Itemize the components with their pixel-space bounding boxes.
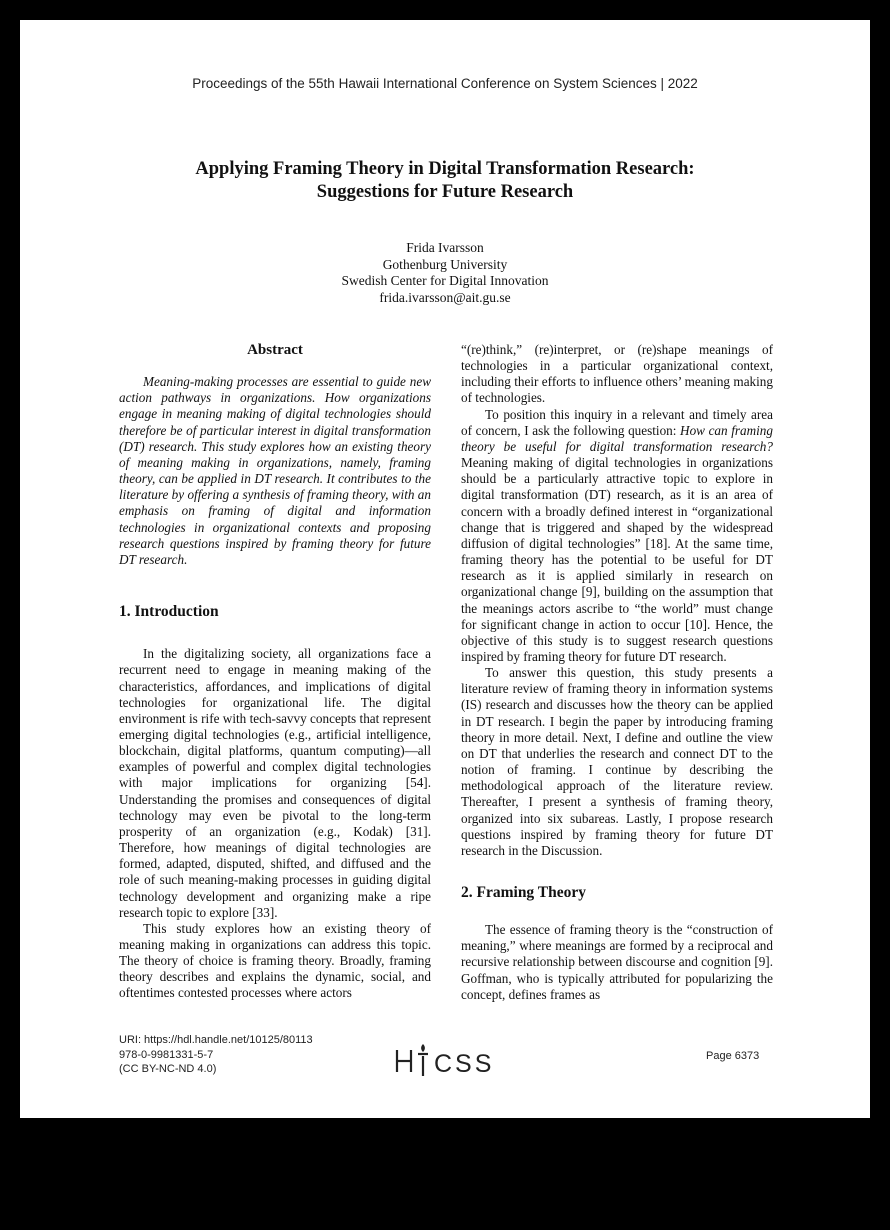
author-block bbox=[20, 240, 870, 306]
right-column bbox=[461, 342, 773, 1003]
footer-uri: URI: https://hdl.handle.net/10125/80113 bbox=[119, 1034, 313, 1046]
footer-metadata bbox=[119, 1033, 313, 1077]
title-line-2: Suggestions for Future Research bbox=[316, 182, 574, 202]
footer-isbn: 978-0-9981331-5-7 bbox=[119, 1048, 214, 1061]
introduction-paragraph-2: This study explores how an existing theory of meaning making in organizations can address this topic. The theory of choice is framing theory. Broadly, framing theory describes and explains the dynamic, social, and oftentimes contested processes where actors bbox=[119, 920, 431, 1001]
left-column bbox=[119, 342, 431, 1002]
introduction-paragraph-4: To answer this question, this study presents a literature review of framing theory in information systems (IS) research and discusses how the theory can be applied in DT research. I begin the paper by introducing framing theory in more detail. Next, I define and outline the view on DT that underlies the research and connect DT to the notion of framing. I continue by describing the methodological approach of the literature review. Thereafter, I present a synthesis of framing theory, organized into six subareas. Lastly, I propose research questions inspired by framing theory for future DT research in the Discussion. bbox=[461, 665, 773, 858]
paper-page bbox=[20, 20, 870, 1118]
author-affiliation-1: Gothenburg University bbox=[382, 256, 508, 272]
footer-license: (CC BY-NC-ND 4.0) bbox=[119, 1063, 217, 1075]
author-affiliation-2: Swedish Center for Digital Innovation bbox=[341, 273, 549, 288]
paper-title bbox=[80, 158, 810, 204]
framing-theory-heading: 2. Framing Theory bbox=[461, 884, 586, 901]
research-question: How can framing theory be useful for digital transformation research? bbox=[461, 422, 773, 454]
introduction-paragraph-1: In the digitalizing society, all organizations face a recurrent need to engage in meaning making of the characteristics, affordances, and implications of digital technologies for organizational life. The digital environment is rife with tech-savvy concepts that represent emerging digital technologies (e.g., artificial intelligence, blockchain, digital platforms, quantum computing)—all examples of powerful and complex digital technologies with major implications for organizing [54]. Understanding the promises and consequences of digital technology may even be pivotal to the long-term prosperity of an organization (e.g., Kodak) [31]. Therefore, how meanings of digital technologies are formed, adapted, disputed, shifted, and diffused and the role of such meaning-making processes in guiding digital technology development and organizing make a ripe research topic to explore [33]. bbox=[119, 646, 431, 920]
introduction-heading: 1. Introduction bbox=[119, 603, 219, 621]
introduction-paragraph-2-continued: “(re)think,” (re)interpret, or (re)shape meanings of technologies in a particular organizational context, including their efforts to influence others’ meaning making of technologies. bbox=[461, 342, 773, 406]
proceedings-header: Proceedings of the 55th Hawaii International Conference on System Sciences | 2022 bbox=[192, 76, 698, 91]
research-question-lead: To position this inquiry in a relevant and timely area of concern, I ask the following question: bbox=[461, 406, 773, 438]
title-line-1: Applying Framing Theory in Digital Transformation Research: bbox=[195, 159, 695, 179]
research-question-context: Meaning making of digital technologies in organizations should be a particularly attractive topic to explore in digital transformation (DT) research, as it is an area of concern with a broadly defined interest in “organizational change that is triggered and shaped by the widespread diffusion of digital technologies” [18]. At the same time, framing theory has the potential to be useful for DT research as it is applied similarly in research on organizational change [9], building on the assumption that the meanings actors ascribe to “the world” must change for significant change in action to occur [10]. Hence, the objective of this study is to suggest research questions inspired by framing theory for future DT research. bbox=[461, 455, 773, 664]
author-email: frida.ivarsson@ait.gu.se bbox=[379, 289, 511, 305]
introduction-paragraph-3 bbox=[461, 407, 773, 666]
framing-theory-paragraph-1: The essence of framing theory is the “construction of meaning,” where meanings are formed by a reciprocal and recursive relationship between discourse and cognition [9]. Goffman, who is typically attributed for popularizing the concept, defines frames as bbox=[461, 922, 773, 1002]
hicss-logo-icon bbox=[392, 1040, 502, 1080]
author-name: Frida Ivarsson bbox=[406, 240, 484, 255]
abstract-text: Meaning-making processes are essential to guide new action pathways in organizations. How organizations engage in meaning making of digital technologies should therefore be of particular interest in digital transformation (DT) research. This study explores how an existing theory of meaning making in organizations, namely, framing theory, can be applied in DT research. It contributes to the literature by offering a synthesis of framing theory, with an emphasis on framing of digital and information technologies in organizational contexts and proposing research questions inspired by framing theory for future DT research. bbox=[119, 374, 431, 567]
svg-text:CSS: CSS bbox=[434, 1050, 495, 1078]
abstract-heading: Abstract bbox=[247, 342, 303, 358]
hicss-logo bbox=[392, 1040, 502, 1080]
page-number: Page 6373 bbox=[706, 1050, 760, 1062]
